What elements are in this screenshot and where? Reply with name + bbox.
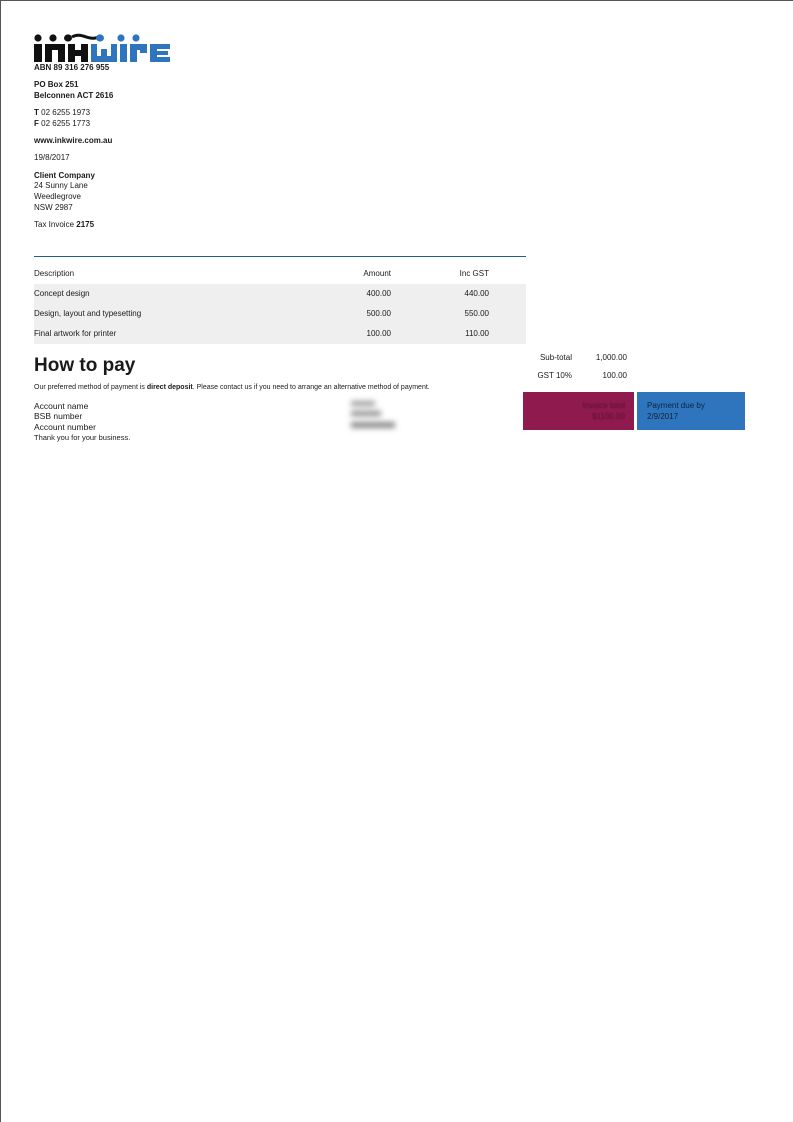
header-description: Description: [34, 269, 75, 278]
row-description: Design, layout and typesetting: [34, 309, 142, 318]
invoice-total-box: [523, 392, 634, 430]
abn: ABN 89 316 276 955: [34, 63, 110, 72]
table-row: [34, 284, 526, 304]
account-name-label: Account name: [34, 401, 89, 411]
subtotal-label: Sub-total: [539, 353, 572, 362]
row-inc-gst: 440.00: [464, 289, 489, 298]
table-row: [34, 304, 526, 324]
payment-method: direct deposit: [146, 384, 193, 391]
thank-you-note: Thank you for your business.: [34, 433, 131, 442]
redacted-bank-details: [347, 399, 419, 433]
inkwire-logo: [34, 31, 172, 65]
client-name: Client Company: [34, 171, 95, 180]
account-number-label: Account number: [34, 422, 96, 432]
tax-invoice-label: Tax Invoice: [34, 220, 75, 229]
client-street: 24 Sunny Lane: [34, 181, 88, 190]
payment-due-label: Payment due by: [647, 401, 705, 410]
row-amount: 100.00: [366, 329, 391, 338]
payment-intro-start: Our preferred method of payment is: [34, 384, 147, 391]
table-header: [34, 264, 526, 284]
payment-intro: [34, 383, 430, 394]
table-row: [34, 324, 526, 344]
row-description: Final artwork for printer: [34, 329, 117, 338]
payment-intro-end: . Please contact us if you need to arrange an alternative method of payment.: [192, 384, 430, 391]
fax-line: [34, 119, 90, 130]
phone-prefix: T: [34, 108, 39, 117]
how-to-pay-heading: How to pay: [34, 355, 136, 376]
section-divider: [34, 256, 526, 257]
invoice-total-value: $1100.00: [592, 412, 625, 421]
invoice-date: 19/8/2017: [34, 153, 70, 162]
gst-value: 100.00: [602, 371, 627, 380]
bsb-label: BSB number: [34, 411, 83, 421]
invoice-total-label: Invoice total: [582, 401, 625, 410]
header-amount: Amount: [363, 269, 391, 278]
row-amount: 400.00: [366, 289, 391, 298]
address-line-1: PO Box 251: [34, 80, 79, 89]
client-state-postcode: NSW 2987: [34, 203, 73, 212]
fax-prefix: F: [34, 119, 39, 128]
client-suburb: Weedlegrove: [34, 192, 81, 201]
gst-label: GST 10%: [537, 371, 572, 380]
phone-line: [34, 108, 90, 119]
header-inc-gst: Inc GST: [459, 269, 489, 278]
subtotal-value: 1,000.00: [595, 353, 627, 362]
row-amount: 500.00: [366, 309, 391, 318]
phone-number: 02 6255 1973: [41, 108, 91, 117]
row-inc-gst: 110.00: [465, 329, 489, 338]
address-line-2: Belconnen ACT 2616: [34, 91, 114, 100]
website-link[interactable]: www.inkwire.com.au: [34, 136, 113, 145]
tax-invoice-line: [34, 220, 94, 231]
line-items-table: [34, 264, 526, 344]
row-inc-gst: 550.00: [464, 309, 489, 318]
payment-due-date: 2/9/2017: [647, 412, 679, 421]
fax-number: 02 6255 1773: [41, 119, 91, 128]
payment-due-box: [637, 392, 745, 430]
row-description: Concept design: [34, 289, 90, 298]
invoice-number: 2175: [76, 220, 95, 229]
